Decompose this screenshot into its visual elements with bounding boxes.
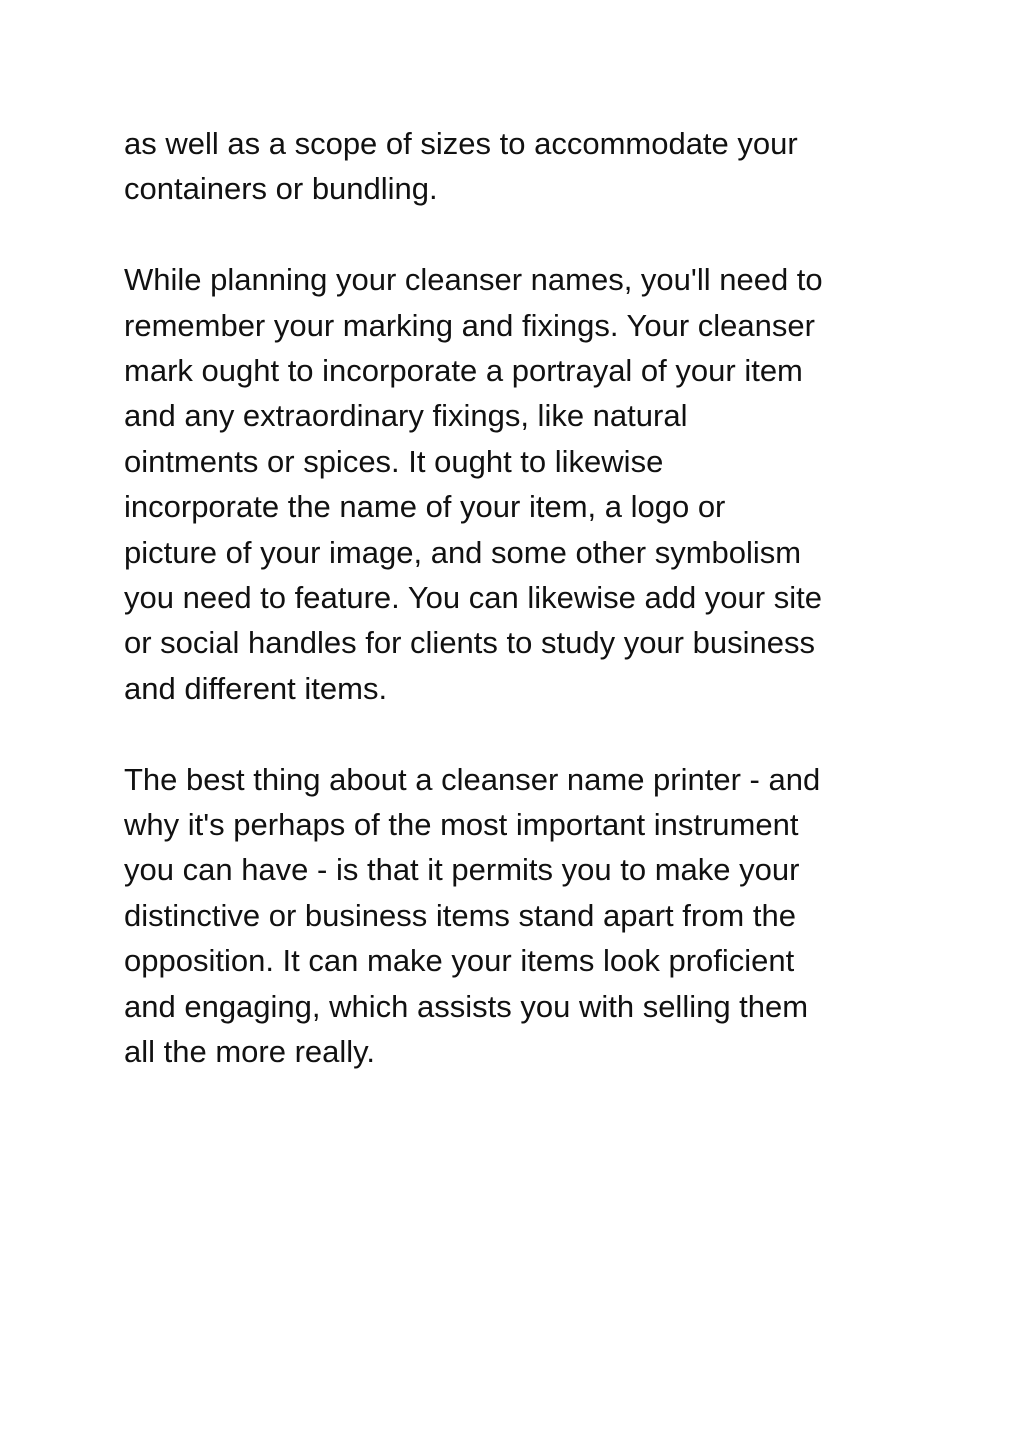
text-line: remember your marking and fixings. Your cleanser bbox=[124, 307, 815, 343]
text-line: containers or bundling. bbox=[124, 171, 438, 207]
text-line: why it's perhaps of the most important instrument bbox=[124, 807, 799, 843]
text-line: distinctive or business items stand apart from the bbox=[124, 897, 796, 933]
text-line: While planning your cleanser names, you'll need to bbox=[124, 262, 823, 298]
paragraph-1 bbox=[124, 121, 924, 212]
text-line: opposition. It can make your items look proficient bbox=[124, 943, 795, 979]
text-line: all the more really. bbox=[124, 1034, 375, 1070]
paragraph-2 bbox=[124, 257, 924, 711]
paragraph-3 bbox=[124, 757, 924, 1075]
text-line: you can have - is that it permits you to make your bbox=[124, 852, 800, 888]
text-line: ointments or spices. It ought to likewise bbox=[124, 443, 664, 479]
text-line: mark ought to incorporate a portrayal of your item bbox=[124, 353, 803, 389]
text-line: The best thing about a cleanser name printer - and bbox=[124, 761, 821, 797]
text-line: as well as a scope of sizes to accommodate your bbox=[124, 126, 798, 161]
text-line: and engaging, which assists you with selling them bbox=[124, 988, 809, 1024]
text-line: you need to feature. You can likewise add your site bbox=[124, 580, 822, 616]
text-line: or social handles for clients to study your business bbox=[124, 625, 815, 661]
text-line: picture of your image, and some other symbolism bbox=[124, 534, 802, 570]
text-line: and any extraordinary fixings, like natural bbox=[124, 398, 688, 434]
document-page bbox=[124, 121, 924, 1120]
text-line: and different items. bbox=[124, 670, 388, 706]
text-line: incorporate the name of your item, a logo or bbox=[124, 489, 726, 525]
